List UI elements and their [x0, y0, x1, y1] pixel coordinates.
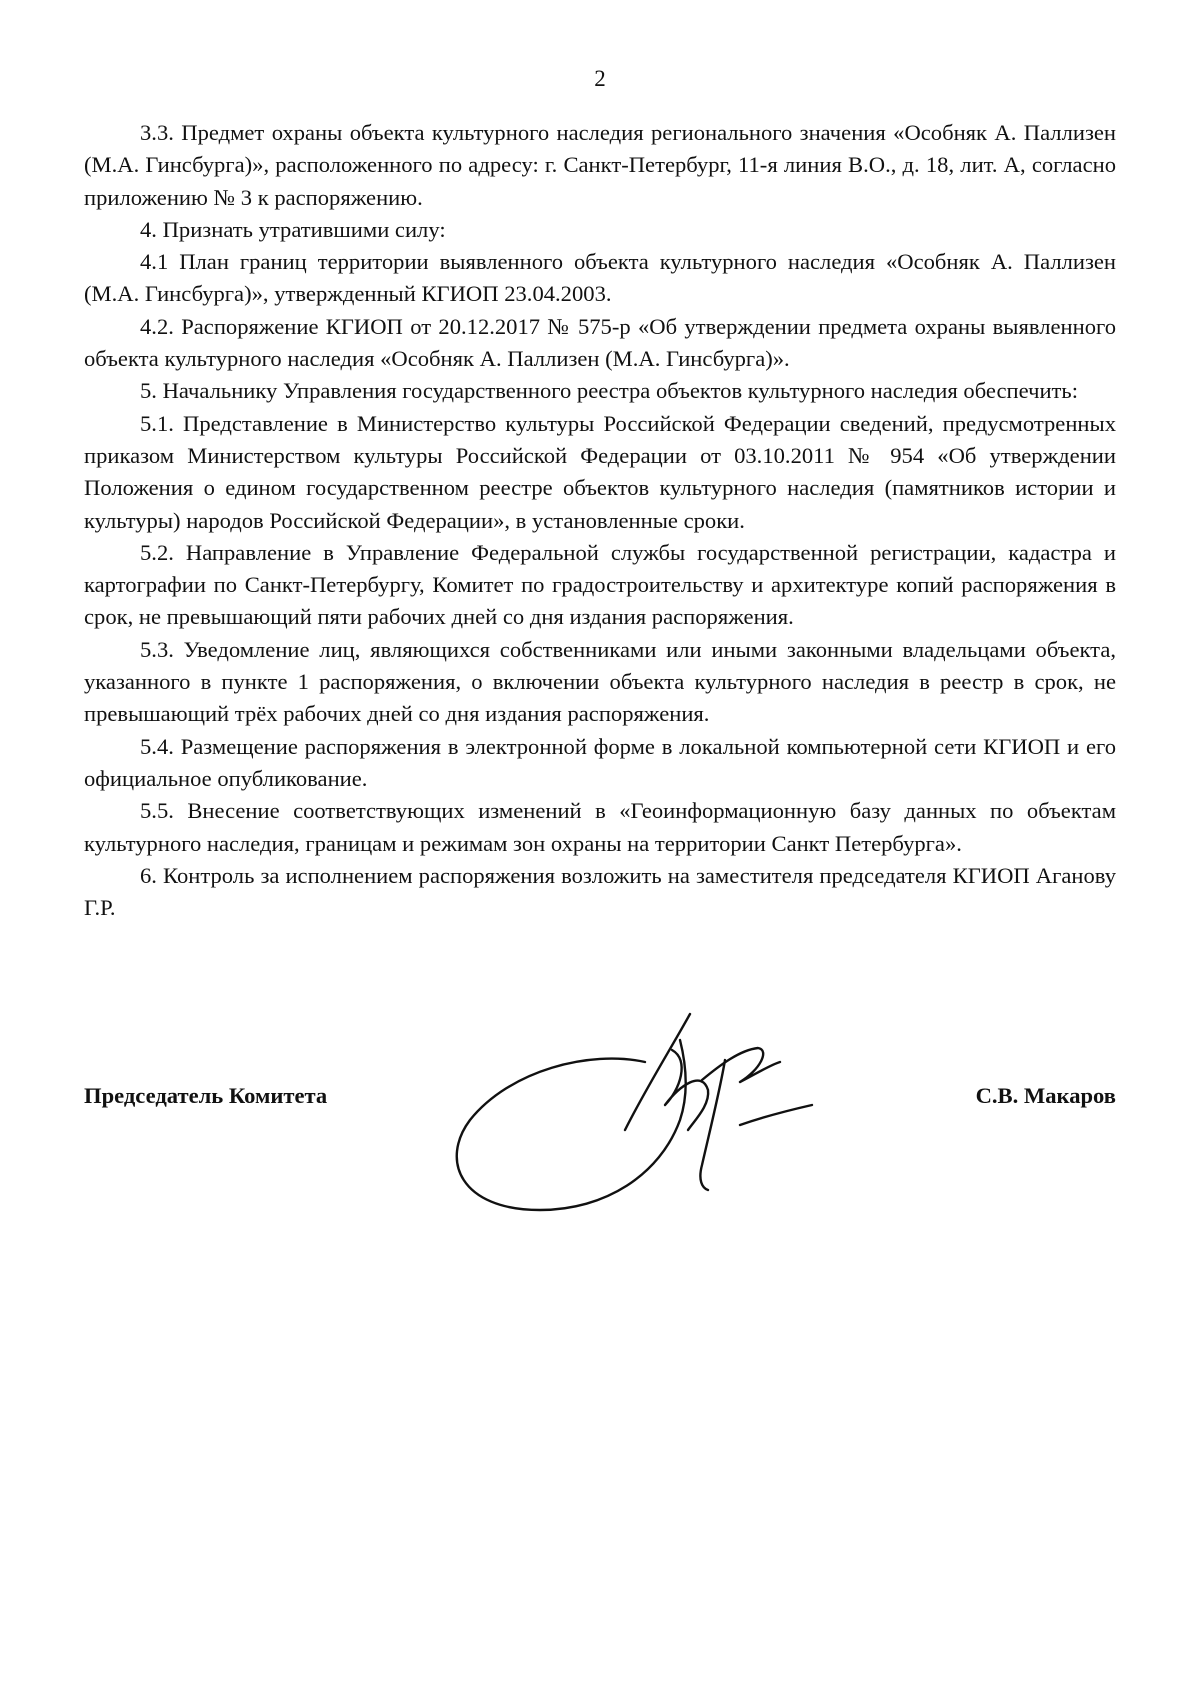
paragraph-4-1: 4.1 План границ территории выявленного объекта культурного наследия «Особняк А. Паллизен (М.А. Гинсбурга)», утвержденный КГИОП 23.04.2003. — [84, 249, 1116, 307]
paragraph-5-4: 5.4. Размещение распоряжения в электронной форме в локальной компьютерной сети КГИОП и его официальное опубликование. — [84, 733, 1116, 791]
document-body — [84, 117, 1116, 924]
paragraph-5-2: 5.2. Направление в Управление Федеральной службы государственной регистрации, кадастра и картографии по Санкт-Петербургу, Комитет по градостроительству и архитектуре копий распоряжения в срок, не превышающий пяти рабочих дней со дня издания распоряжения. — [84, 539, 1116, 630]
signatory-title: Председатель Комитета — [84, 1083, 328, 1108]
paragraph-4: 4. Признать утратившими силу: — [140, 216, 446, 242]
page-number: 2 — [594, 66, 606, 91]
signatory-name: С.В. Макаров — [975, 1083, 1116, 1108]
paragraph-5-5: 5.5. Внесение соответствующих изменений в «Геоинформационную базу данных по объектам культурного наследия, границам и режимам зон охраны на территории Санкт Петербурга». — [84, 798, 1116, 856]
paragraph-6: 6. Контроль за исполнением распоряжения возложить на заместителя председателя КГИОП Аганову Г.Р. — [84, 862, 1116, 921]
paragraph-4-2: 4.2. Распоряжение КГИОП от 20.12.2017 № 575-р «Об утверждении предмета охраны выявленного объекта культурного наследия «Особняк А. Паллизен (М.А. Гинсбурга)». — [84, 313, 1116, 372]
paragraph-5-3: 5.3. Уведомление лиц, являющихся собственниками или иными законными владельцами объекта, указанного в пункте 1 распоряжения, о включении объекта культурного наследия в реестр в срок, не превышающий трёх рабочих дней со дня издания распоряжения. — [84, 636, 1116, 727]
signature-block — [84, 1080, 1116, 1120]
paragraph-5-1: 5.1. Представление в Министерство культуры Российской Федерации сведений, предусмотренных приказом Министерством культуры Российской Федерации от 03.10.2011 № 954 «Об утверждении Положения о едином государственном реестре объектов культурного наследия (памятников истории и культуры) народов Российской Федерации», в установленные сроки. — [84, 410, 1116, 533]
paragraph-5: 5. Начальнику Управления государственного реестра объектов культурного наследия обеспечить: — [140, 378, 1079, 404]
paragraph-3-3: 3.3. Предмет охраны объекта культурного наследия регионального значения «Особняк А. Паллизен (М.А. Гинсбурга)», расположенного по адресу: г. Санкт-Петербург, 11-я линия В.О., д. 18, лит. А, согласно приложению № 3 к распоряжению. — [84, 120, 1116, 210]
